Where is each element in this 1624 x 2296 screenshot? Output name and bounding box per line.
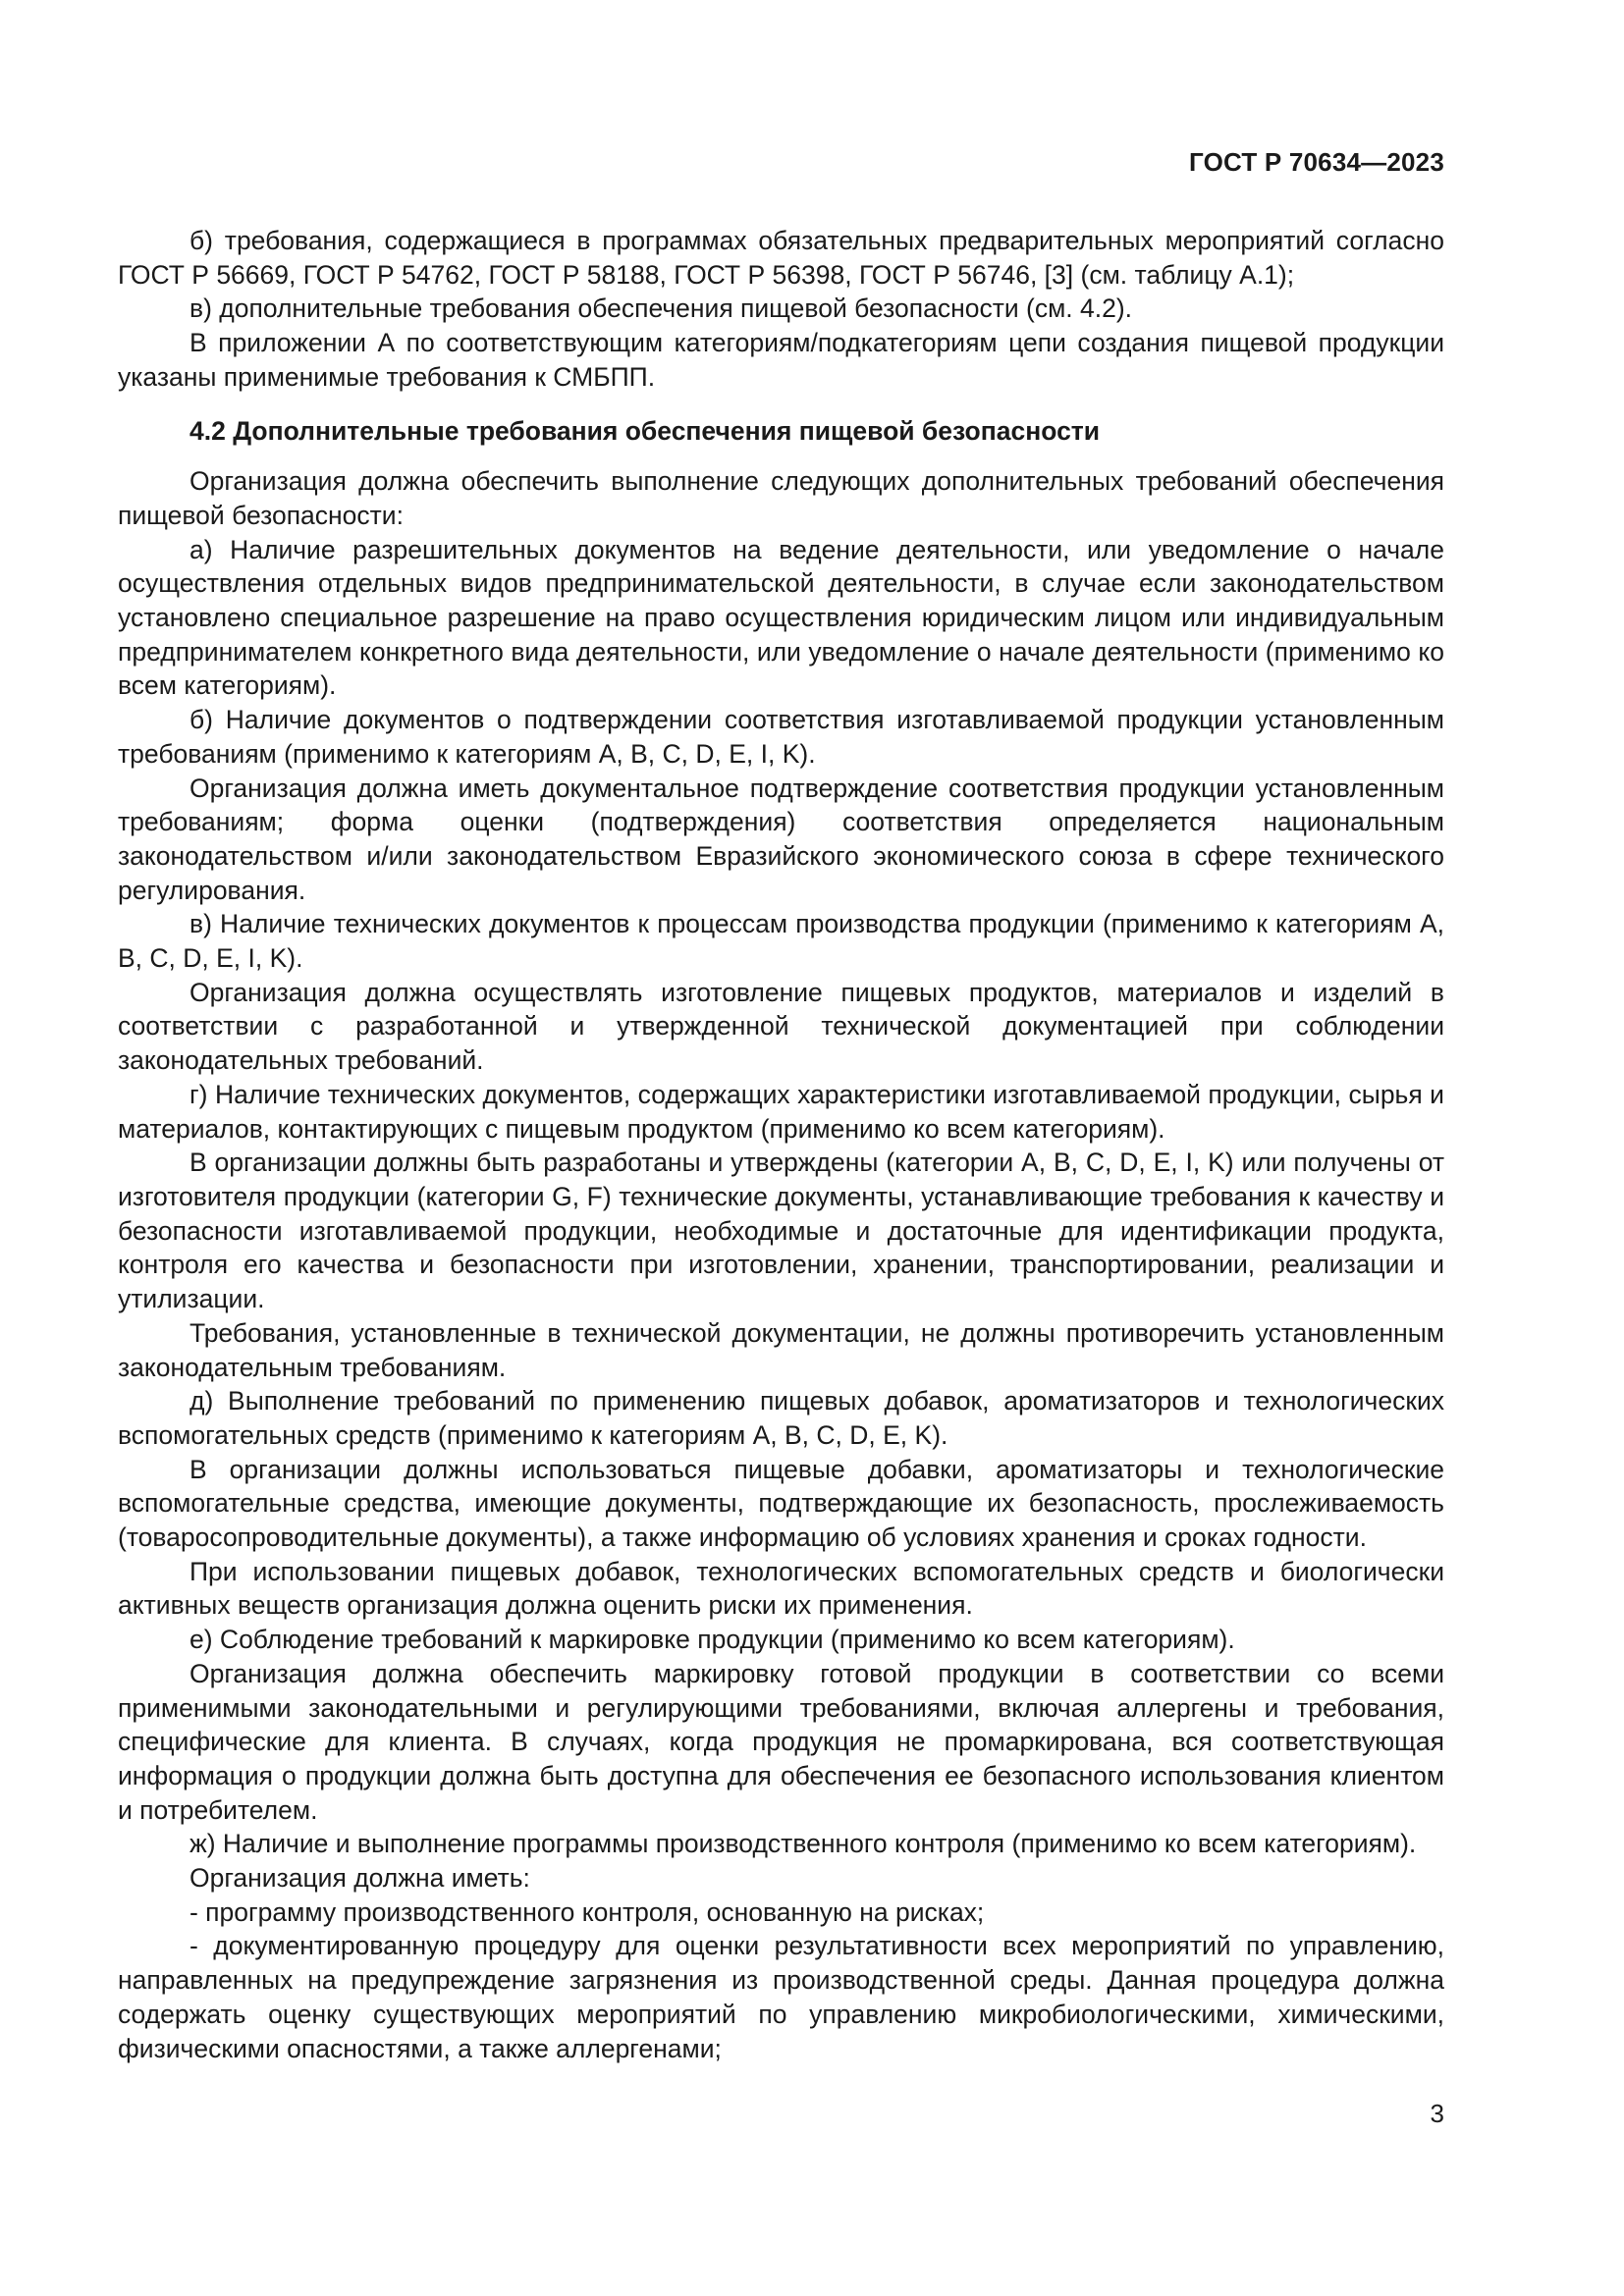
paragraph: Организация должна осуществлять изготовление пищевых продуктов, материалов и изделий в соответствии с разработанной и утвержденной технической документацией при соблюдении законодательных требований. [118,977,1444,1076]
paragraph: ж) Наличие и выполнение программы производственного контроля (применимо ко всем категориям). [189,1829,1417,1859]
paragraph: в) Наличие технических документов к процессам производства продукции (применимо к категориям A, B, C, D, E, I, K). [118,909,1444,974]
paragraph: - документированную процедуру для оценки результативности всех мероприятий по управлению, направленных на предупреждение загрязнения из производственной среды. Данная процедура должна содержать оценку существующих мероприятий по управлению микробиологическими, химическими, физическими опасностями, а также аллергенами; [118,1931,1444,2063]
paragraphs-before-heading [118,224,1444,395]
paragraph: Организация должна иметь: [189,1863,530,1894]
paragraph: е) Соблюдение требований к маркировке продукции (применимо ко всем категориям). [189,1625,1235,1655]
paragraphs-after-heading [118,464,1444,2065]
paragraph: в) дополнительные требования обеспечения пищевой безопасности (см. 4.2). [189,294,1133,324]
page-number: 3 [1430,2099,1444,2128]
paragraph: В организации должны использоваться пищевые добавки, ароматизаторы и технологические вспомогательные средства, имеющие документы, подтверждающие их безопасность, прослеживаемость (товаросопроводительные документы), а также информацию об условиях хранения и сроках годности. [118,1454,1444,1553]
paragraph: Организация должна обеспечить маркировку готовой продукции в соответствии со всеми применимыми законодательными и регулирующими требованиями, включая аллергены и требования, специфические для клиента. В случаях, когда продукция не промаркирована, вся соответствующая информация о продукции должна быть доступна для обеспечения ее безопасного использования клиентом и потребителем. [118,1658,1444,1825]
document-body [118,224,1444,2065]
paragraph: Организация должна обеспечить выполнение следующих дополнительных требований обеспечения пищевой безопасности: [118,466,1444,530]
paragraph: При использовании пищевых добавок, технологических вспомогательных средств и биологически активных веществ организация должна оценить риски их применения. [118,1556,1444,1621]
paragraph: г) Наличие технических документов, содержащих характеристики изготавливаемой продукции, сырья и материалов, контактирующих с пищевым продуктом (применимо ко всем категориям). [118,1079,1444,1144]
paragraph: д) Выполнение требований по применению пищевых добавок, ароматизаторов и технологических вспомогательных средств (применимо к категориям A, B, C, D, E, K). [118,1386,1444,1450]
paragraph: - программу производственного контроля, основанную на рисках; [189,1896,985,1927]
document-header: ГОСТ Р 70634—2023 [1189,147,1444,177]
paragraph: Организация должна иметь документальное подтверждение соответствия продукции установленным требованиям; форма оценки (подтверждения) соответствия определяется национальным законодательством и/или законодательством Евразийского экономического союза в сфере технического регулирования. [118,773,1444,905]
paragraph: а) Наличие разрешительных документов на ведение деятельности, или уведомление о начале осуществления отдельных видов предпринимательской деятельности, в случае если законодательством установлено специальное разрешение на право осуществления юридическим лицом или индивидуальным предпринимателем конкретного вида деятельности, или уведомление о начале деятельности (применимо ко всем категориям). [118,534,1444,701]
paragraph: В организации должны быть разработаны и утверждены (категории A, B, C, D, E, I, K) или получены от изготовителя продукции (категории G, F) технические документы, устанавливающие требования к качеству и безопасности изготавливаемой продукции, необходимые и достаточные для идентификации продукта, контроля его качества и безопасности при изготовлении, хранении, транспортировании, реализации и утилизации. [118,1148,1444,1314]
paragraph: б) требования, содержащиеся в программах обязательных предварительных мероприятий согласно ГОСТ Р 56669, ГОСТ Р 54762, ГОСТ Р 58188, ГОСТ Р 56398, ГОСТ Р 56746, [3] (см. таблицу А.1); [118,226,1444,290]
paragraph: б) Наличие документов о подтверждении соответствия изготавливаемой продукции установленным требованиям (применимо к категориям A, B, C, D, E, I, K). [118,705,1444,769]
paragraph: Требования, установленные в технической документации, не должны противоречить установленным законодательным требованиям. [118,1317,1444,1382]
paragraph: В приложении А по соответствующим категориям/подкатегориям цепи создания пищевой продукции указаны применимые требования к СМБПП. [118,328,1444,392]
section-heading: 4.2 Дополнительные требования обеспечения пищевой безопасности [189,415,1101,446]
